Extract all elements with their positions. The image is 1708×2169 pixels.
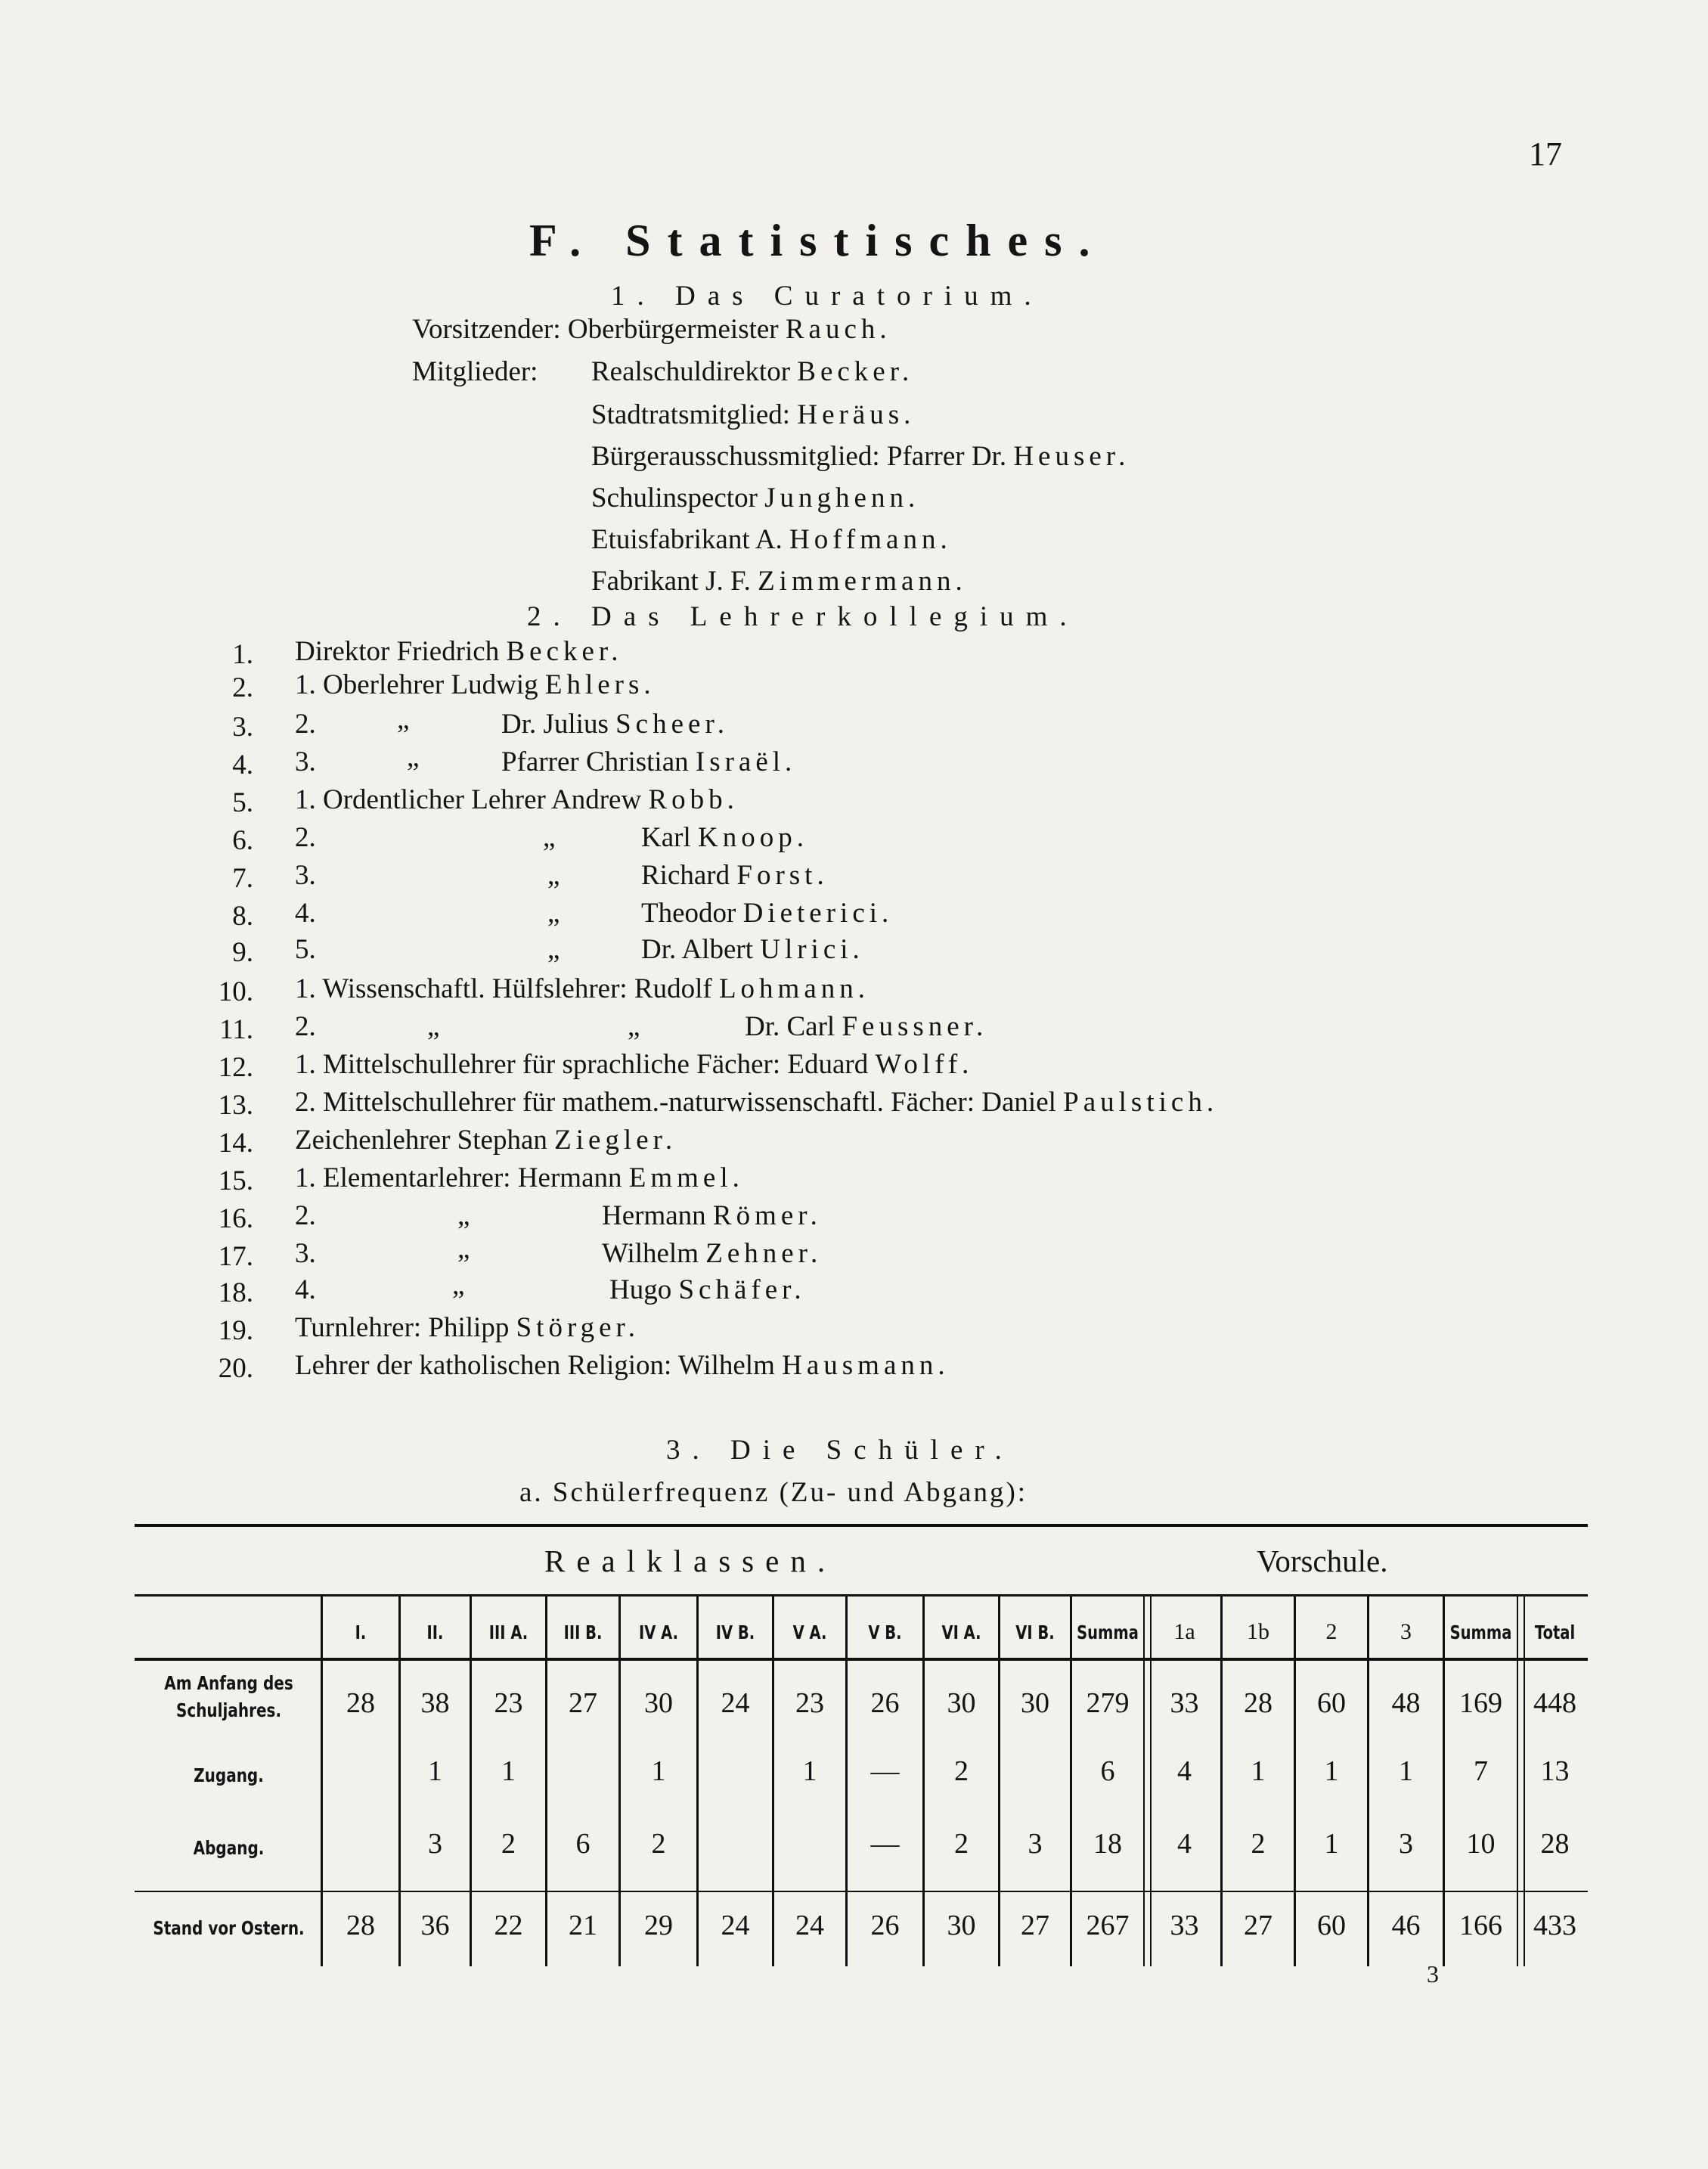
totals-rule <box>135 1891 1588 1892</box>
column-header: VI A. <box>941 1621 981 1643</box>
column-header: V A. <box>792 1621 827 1643</box>
schueler-heading: 3. Die Schüler. <box>666 1435 1014 1466</box>
column-header: Summa <box>1077 1621 1139 1643</box>
column-header: 2 <box>1325 1619 1338 1644</box>
chair-label: Vorsitzender: <box>412 314 561 345</box>
chair-line <box>412 313 891 346</box>
column-header: III B. <box>563 1621 603 1643</box>
curatorium-heading: 1. Das Curatorium. <box>611 281 1043 312</box>
schueler-subheading: a. Schülerfrequenz (Zu- und Abgang): <box>519 1477 1028 1508</box>
chair-prefix: Oberbürgermeister <box>567 314 779 345</box>
header-rule <box>135 1594 1588 1596</box>
member-line: Bürgerausschussmitglied: Pfarrer Dr. Heuser. <box>591 441 1130 472</box>
table-top-rule <box>135 1524 1588 1527</box>
chair-name: Rauch. <box>785 314 891 345</box>
columns-rule <box>135 1658 1588 1661</box>
signature-mark: 3 <box>1427 1960 1439 1987</box>
column-header: Total <box>1534 1621 1576 1643</box>
column-header: IV B. <box>715 1621 755 1643</box>
group-header-realklassen: Realklassen. <box>544 1544 837 1578</box>
column-header: VI B. <box>1015 1621 1055 1643</box>
column-header: 1b <box>1247 1619 1269 1644</box>
member-line: Schulinspector Junghenn. <box>591 483 920 514</box>
column-header: IV A. <box>638 1621 678 1643</box>
member-line: Etuisfabrikant A. Hoffmann. <box>591 524 952 555</box>
member-line: Stadtratsmitglied: Heräus. <box>591 399 916 430</box>
page-number: 17 <box>1529 135 1562 172</box>
column-header: 3 <box>1400 1619 1412 1644</box>
column-header: 1a <box>1173 1619 1195 1644</box>
column-header: III A. <box>488 1621 529 1643</box>
column-header: Summa <box>1449 1621 1512 1643</box>
members-label: Mitglieder: <box>412 356 538 387</box>
section-title: F. Statistisches. <box>529 216 1107 265</box>
group-header-vorschule: Vorschule. <box>1257 1544 1388 1578</box>
column-header: V B. <box>868 1621 902 1643</box>
kollegium-heading: 2. Das Lehrerkollegium. <box>527 601 1079 632</box>
column-header: I. <box>355 1621 367 1643</box>
column-header: II. <box>426 1621 444 1643</box>
member-line: Realschuldirektor Becker. <box>591 356 914 387</box>
member-line: Fabrikant J. F. Zimmermann. <box>591 566 967 597</box>
